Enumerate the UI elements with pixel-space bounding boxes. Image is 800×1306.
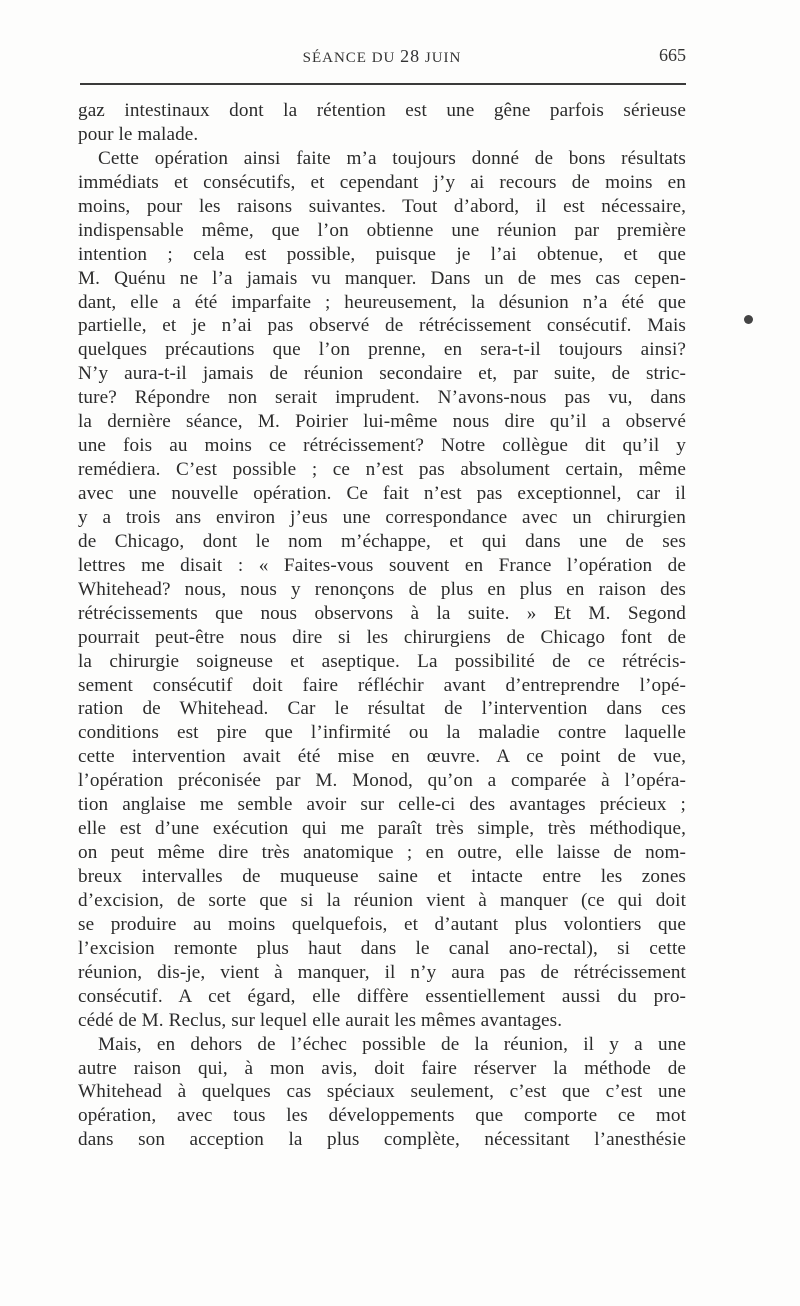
running-head-suffix: JUIN bbox=[420, 50, 462, 66]
text-line: elle est d’une exécution qui me paraît très simple, très méthodique, bbox=[78, 818, 686, 840]
text-line: conditions est pire que l’infirmité ou la maladie contre laquelle bbox=[78, 722, 686, 744]
text-line: ration de Whitehead. Car le résultat de l’intervention dans ces bbox=[78, 698, 686, 720]
text-line: une fois au moins ce rétrécissement? Notre collègue dit qu’il y bbox=[78, 435, 686, 457]
text-line: Whitehead à quelques cas spéciaux seulement, c’est que c’est une bbox=[78, 1081, 686, 1103]
body-text bbox=[78, 99, 686, 1152]
text-line: de Chicago, dont le nom m’échappe, et qui dans une de ses bbox=[78, 530, 686, 552]
text-line: dans son acception la plus complète, nécessitant l’anesthésie bbox=[78, 1129, 686, 1151]
text-line: gaz intestinaux dont la rétention est une gêne parfois sérieuse bbox=[78, 100, 686, 121]
text-line: lettres me disait : « Faites-vous souvent en France l’opération de bbox=[78, 554, 686, 576]
text-line: N’y aura-t-il jamais de réunion secondaire et, par suite, de stric- bbox=[78, 363, 686, 385]
text-line: l’excision remonte plus haut dans le canal ano-rectal), si cette bbox=[78, 937, 686, 959]
text-line: opération, avec tous les développements que comporte ce mot bbox=[78, 1105, 686, 1127]
text-line: sement consécutif doit faire réfléchir avant d’entreprendre l’opé- bbox=[78, 674, 686, 696]
text-line: breux intervalles de muqueuse saine et intacte entre les zones bbox=[78, 866, 686, 887]
text-line: partielle, et je n’ai pas observé de rétrécissement consécutif. Mais bbox=[78, 315, 686, 337]
text-line: dant, elle a été imparfaite ; heureusement, la désunion n’a été que bbox=[78, 291, 686, 313]
text-line: tion anglaise me semble avoir sur celle-ci des avantages précieux ; bbox=[78, 794, 686, 816]
text-line: ture? Répondre non serait imprudent. N’avons-nous pas vu, dans bbox=[78, 387, 686, 409]
text-line: l’opération préconisée par M. Monod, qu’on a comparée à l’opéra- bbox=[78, 770, 686, 792]
text-line: rétrécissements que nous observons à la suite. » Et M. Segond bbox=[78, 602, 686, 624]
text-line: intention ; cela est possible, puisque je l’ai obtenue, et que bbox=[78, 243, 686, 265]
text-line: autre raison qui, à mon avis, doit faire réserver la méthode de bbox=[78, 1057, 686, 1079]
text-line: réunion, dis-je, vient à manquer, il n’y aura pas de rétrécissement bbox=[78, 961, 686, 983]
text-line: d’excision, de sorte que si la réunion vient à manquer (ce qui doit bbox=[78, 889, 686, 911]
text-line: on peut même dire très anatomique ; en outre, elle laisse de nom- bbox=[78, 842, 686, 864]
text-line: quelques précautions que l’on prenne, en sera-t-il toujours ainsi? bbox=[78, 339, 686, 361]
ink-speck bbox=[744, 315, 753, 324]
text-line: avec une nouvelle opération. Ce fait n’est pas exceptionnel, car il bbox=[78, 483, 686, 504]
running-head-prefix: SÉANCE DU bbox=[302, 50, 401, 66]
text-line: Cette opération ainsi faite m’a toujours donné de bons résultats bbox=[98, 147, 686, 169]
text-line: moins, pour les raisons suivantes. Tout d’abord, il est nécessaire, bbox=[78, 195, 686, 217]
text-line: consécutif. A cet égard, elle diffère essentiellement aussi du pro- bbox=[78, 985, 686, 1007]
header-rule bbox=[80, 83, 686, 85]
text-line: se produire au moins quelquefois, et d’autant plus volontiers que bbox=[78, 913, 686, 935]
running-head bbox=[78, 46, 686, 67]
text-line: la chirurgie soigneuse et aseptique. La possibilité de ce rétrécis- bbox=[78, 650, 686, 672]
text-line: indispensable même, que l’on obtienne une réunion par première bbox=[78, 219, 686, 241]
page-header bbox=[78, 44, 686, 72]
text-line: immédiats et consécutifs, et cependant j’y ai recours de moins en bbox=[78, 171, 686, 193]
text-line: cédé de M. Reclus, sur lequel elle aurait les mêmes avantages. bbox=[78, 1009, 563, 1031]
text-line: M. Quénu ne l’a jamais vu manquer. Dans un de mes cas cepen- bbox=[78, 267, 686, 289]
text-line: pourrait peut-être nous dire si les chirurgiens de Chicago font de bbox=[78, 626, 686, 648]
text-line: Mais, en dehors de l’échec possible de la réunion, il y a une bbox=[98, 1033, 686, 1055]
running-head-date: 28 bbox=[400, 46, 421, 66]
text-line: remédiera. C’est possible ; ce n’est pas absolument certain, même bbox=[78, 459, 686, 481]
text-line: cette intervention avait été mise en œuvre. A ce point de vue, bbox=[78, 746, 686, 768]
text-line: pour le malade. bbox=[78, 123, 199, 145]
page-number: 665 bbox=[659, 45, 686, 65]
text-line: y a trois ans environ j’eus une correspondance avec un chirurgien bbox=[78, 506, 686, 528]
text-line: Whitehead? nous, nous y renonçons de plus en plus en raison des bbox=[78, 578, 686, 600]
text-line: la dernière séance, M. Poirier lui-même nous dire qu’il a observé bbox=[78, 411, 686, 433]
